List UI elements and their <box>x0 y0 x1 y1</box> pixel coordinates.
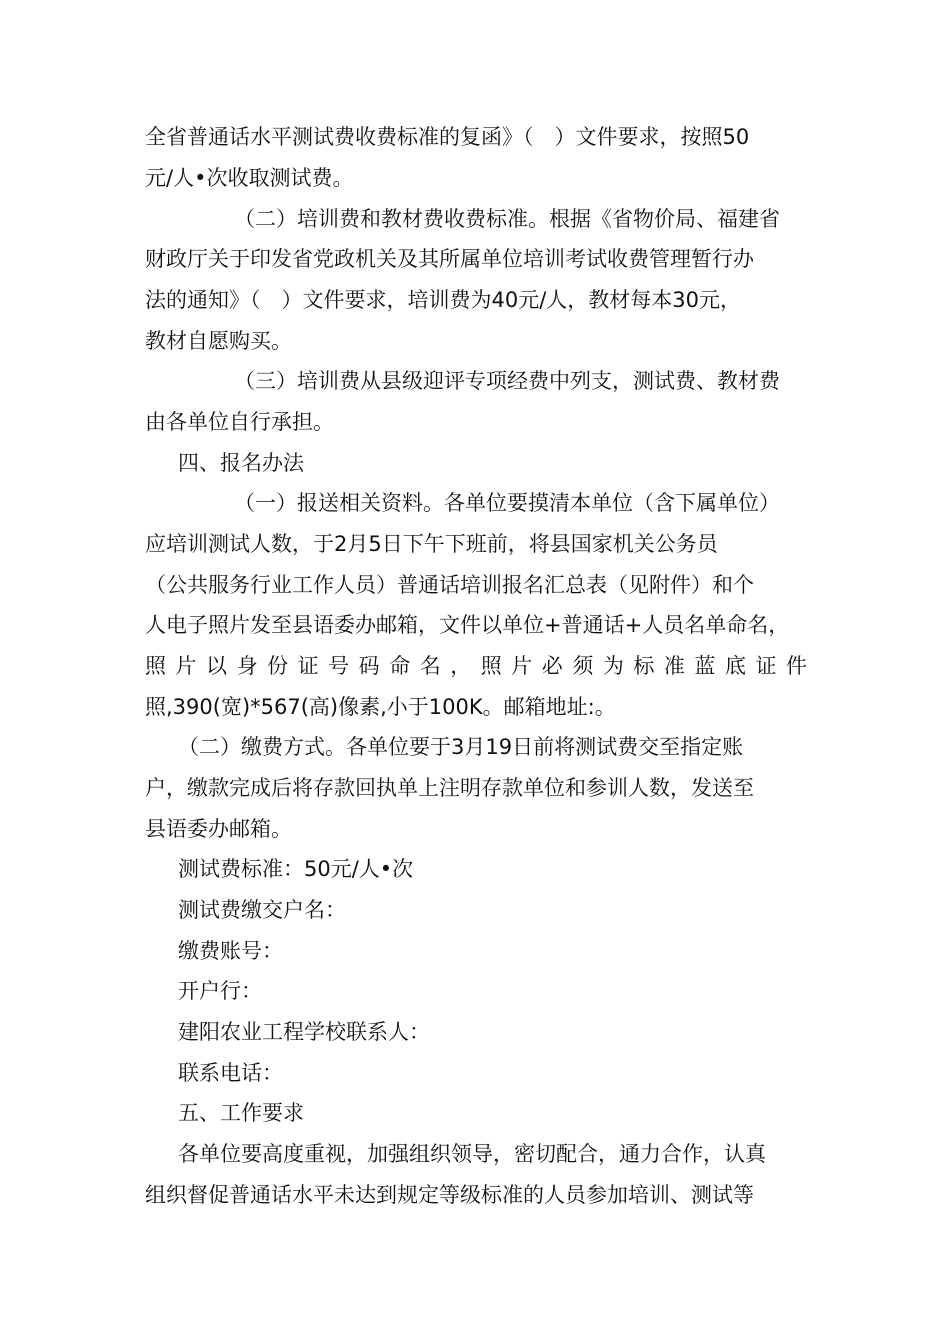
text-line-14: 照片以身份证号码命名，照片必须为标准蓝底证件 <box>145 654 807 678</box>
text-line-7: （三）培训费从县级迎评专项经费中列支，测试费、教材费 <box>234 369 780 393</box>
text-line-2: 元/人•次收取测试费。 <box>145 166 354 190</box>
text-line-8: 由各单位自行承担。 <box>145 410 334 434</box>
fee-standard-line: 测试费标准：50元/人•次 <box>178 857 414 881</box>
account-name-line: 测试费缴交户名： <box>178 898 346 922</box>
text-line-4: 财政厅关于印发省党政机关及其所属单位培训考试收费管理暂行办 <box>145 247 754 271</box>
text-line-5: 法的通知》（ ）文件要求，培训费为40元/人，教材每本30元， <box>145 288 742 312</box>
text-line-3: （二）培训费和教材费收费标准。根据《省物价局、福建省 <box>234 207 780 231</box>
text-line-16: （二）缴费方式。各单位要于3月19日前将测试费交至指定账 <box>178 735 744 759</box>
text-line-13: 人电子照片发至县语委办邮箱，文件以单位+普通话+人员名单命名， <box>145 613 790 637</box>
text-line-12: （公共服务行业工作人员）普通话培训报名汇总表（见附件）和个 <box>145 573 754 597</box>
section-heading-4: 四、报名办法 <box>178 451 304 475</box>
contact-person-line: 建阳农业工程学校联系人： <box>178 1020 430 1044</box>
text-line-18: 县语委办邮箱。 <box>145 817 292 841</box>
contact-phone-line: 联系电话： <box>178 1061 283 1085</box>
text-line-27: 组织督促普通话水平未达到规定等级标准的人员参加培训、测试等 <box>145 1183 754 1207</box>
account-number-line: 缴费账号： <box>178 939 283 963</box>
text-line-10: （一）报送相关资料。各单位要摸清本单位（含下属单位） <box>234 491 780 515</box>
text-line-1: 全省普通话水平测试费收费标准的复函》（ ）文件要求，按照50 <box>145 125 750 149</box>
text-line-17: 户，缴款完成后将存款回执单上注明存款单位和参训人数，发送至 <box>145 776 754 800</box>
text-line-26: 各单位要高度重视，加强组织领导，密切配合，通力合作，认真 <box>178 1142 766 1166</box>
text-line-6: 教材自愿购买。 <box>145 329 292 353</box>
text-line-11: 应培训测试人数，于2月5日下午下班前，将县国家机关公务员 <box>145 532 718 556</box>
bank-line: 开户行： <box>178 979 262 1003</box>
section-heading-5: 五、工作要求 <box>178 1101 304 1125</box>
text-line-15: 照,390(宽)*567(高)像素,小于100K。邮箱地址:。 <box>145 695 616 719</box>
